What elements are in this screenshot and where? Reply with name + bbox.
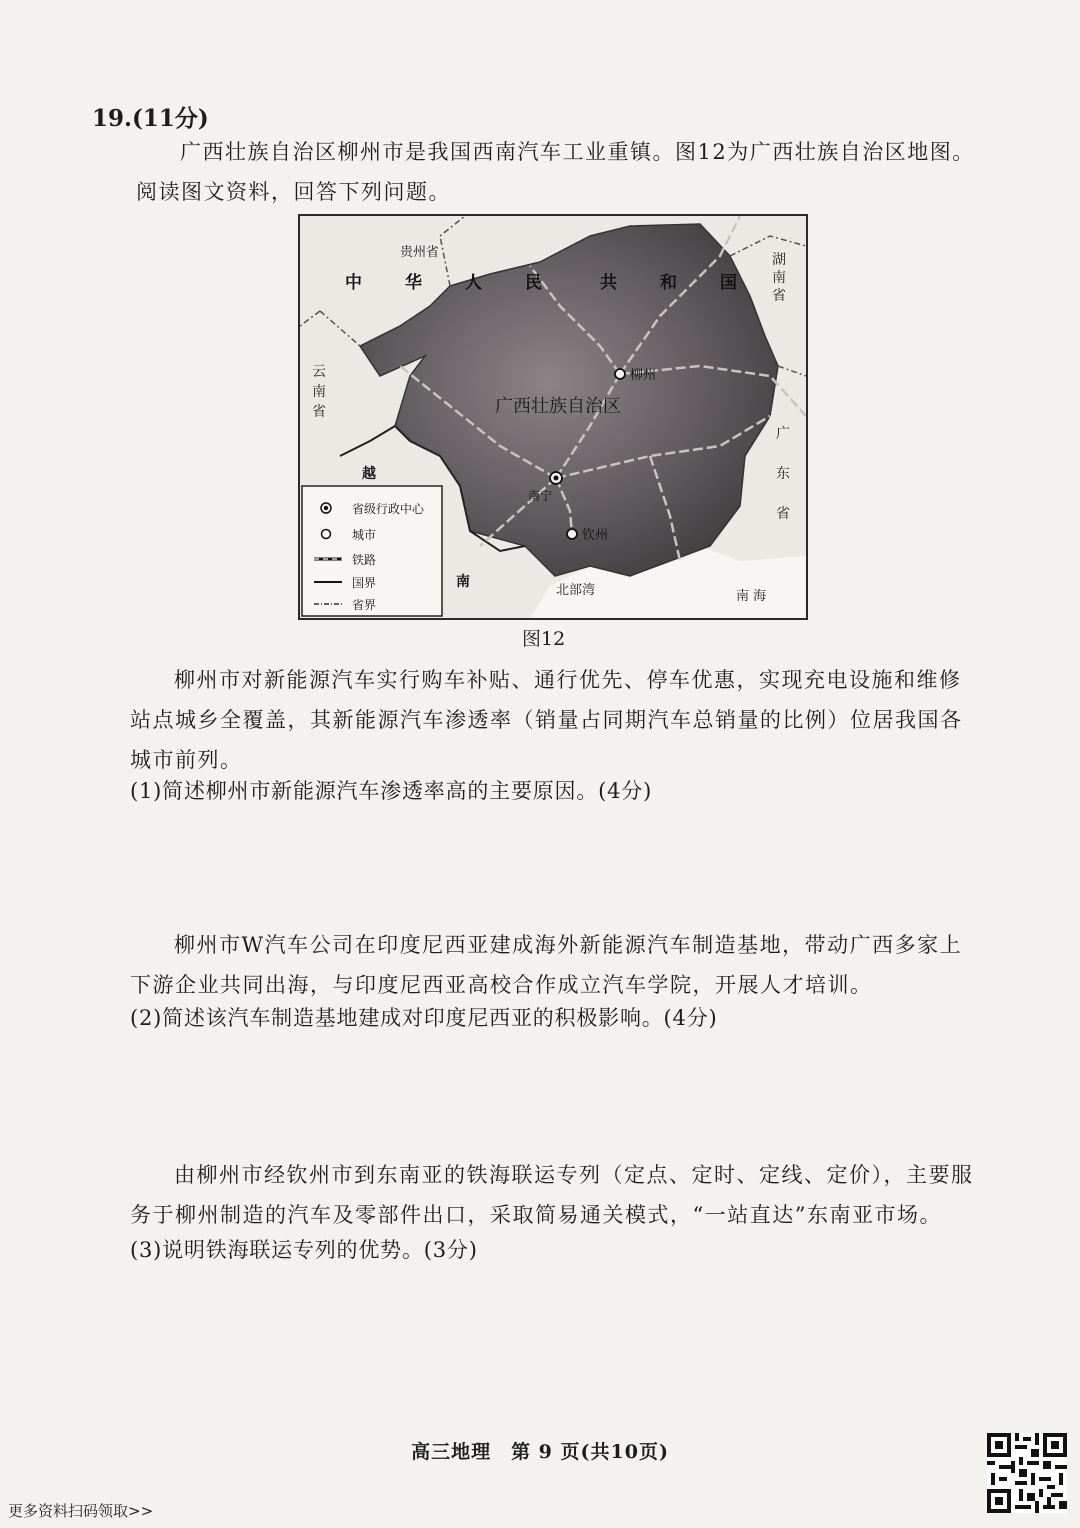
svg-text:省级行政中心: 省级行政中心 xyxy=(352,502,425,516)
south-sea-label: 南 海 xyxy=(736,589,767,604)
svg-text:华: 华 xyxy=(405,273,422,293)
qinzhou-marker xyxy=(567,529,577,539)
question-intro: 广西壮族自治区柳州市是我国西南汽车工业重镇。图12为广西壮族自治区地图。阅读图文资料，回答下列问题。 xyxy=(136,140,975,204)
svg-text:云: 云 xyxy=(312,364,326,380)
question-1: (1)简述柳州市新能源汽车渗透率高的主要原因。(4分) xyxy=(130,779,653,803)
nanning-label: 南宁 xyxy=(528,489,553,503)
svg-text:中: 中 xyxy=(345,273,362,293)
figure-caption: 图12 xyxy=(522,628,566,650)
svg-text:南: 南 xyxy=(772,270,786,286)
svg-text:湖: 湖 xyxy=(772,252,786,268)
liuzhou-marker xyxy=(615,369,625,379)
question-number: 19.(11分) xyxy=(92,105,209,132)
svg-text:国界: 国界 xyxy=(352,576,377,590)
svg-text:南: 南 xyxy=(312,384,326,400)
svg-text:广: 广 xyxy=(776,426,790,442)
question-3: (3)说明铁海联运专列的优势。(3分) xyxy=(130,1238,478,1262)
svg-text:共: 共 xyxy=(600,273,617,293)
svg-text:东: 东 xyxy=(776,466,790,482)
guangxi-map xyxy=(298,214,808,620)
svg-text:省: 省 xyxy=(776,506,790,522)
svg-text:省界: 省界 xyxy=(352,598,377,612)
svg-text:城市: 城市 xyxy=(352,528,377,542)
hunan-label xyxy=(772,252,786,304)
guangdong-label xyxy=(776,426,790,522)
passage-2: 柳州市W汽车公司在印度尼西亚建成海外新能源汽车制造基地，带动广西多家上下游企业共同出海，与印度尼西亚高校合作成立汽车学院，开展人才培训。 xyxy=(130,933,963,997)
svg-text:省: 省 xyxy=(772,288,786,304)
qr-code-icon[interactable] xyxy=(987,1433,1067,1513)
beibu-gulf-label: 北部湾 xyxy=(556,583,596,598)
region-label: 广西壮族自治区 xyxy=(495,396,621,417)
promo-link[interactable]: 更多资料扫码领取>> xyxy=(8,1502,154,1520)
passage-1: 柳州市对新能源汽车实行购车补贴、通行优先、停车优惠，实现充电设施和维修站点城乡全覆盖，其新能源汽车渗透率（销量占同期汽车总销量的比例）位居我国各城市前列。 xyxy=(130,668,963,772)
svg-text:人: 人 xyxy=(465,273,482,293)
map-legend xyxy=(302,486,442,616)
question-2: (2)简述该汽车制造基地建成对印度尼西亚的积极影响。(4分) xyxy=(130,1006,718,1030)
svg-text:国: 国 xyxy=(720,273,737,293)
yue-label: 越 xyxy=(362,466,376,482)
svg-text:民: 民 xyxy=(525,273,542,293)
yunnan-label xyxy=(312,364,326,420)
liuzhou-label: 柳州 xyxy=(630,368,657,383)
svg-text:和: 和 xyxy=(660,273,677,293)
svg-text:铁路: 铁路 xyxy=(352,553,377,567)
page-footer: 高三地理 第 9 页(共10页) xyxy=(411,1441,669,1463)
guizhou-label: 贵州省 xyxy=(400,245,440,260)
qinzhou-label: 钦州 xyxy=(582,528,609,543)
passage-3: 由柳州市经钦州市到东南亚的铁海联运专列（定点、定时、定线、定价），主要服务于柳州制造的汽车及零部件出口，采取简易通关模式，“一站直达”东南亚市场。 xyxy=(130,1163,974,1227)
nan-label: 南 xyxy=(456,574,470,590)
svg-text:省: 省 xyxy=(312,404,326,420)
